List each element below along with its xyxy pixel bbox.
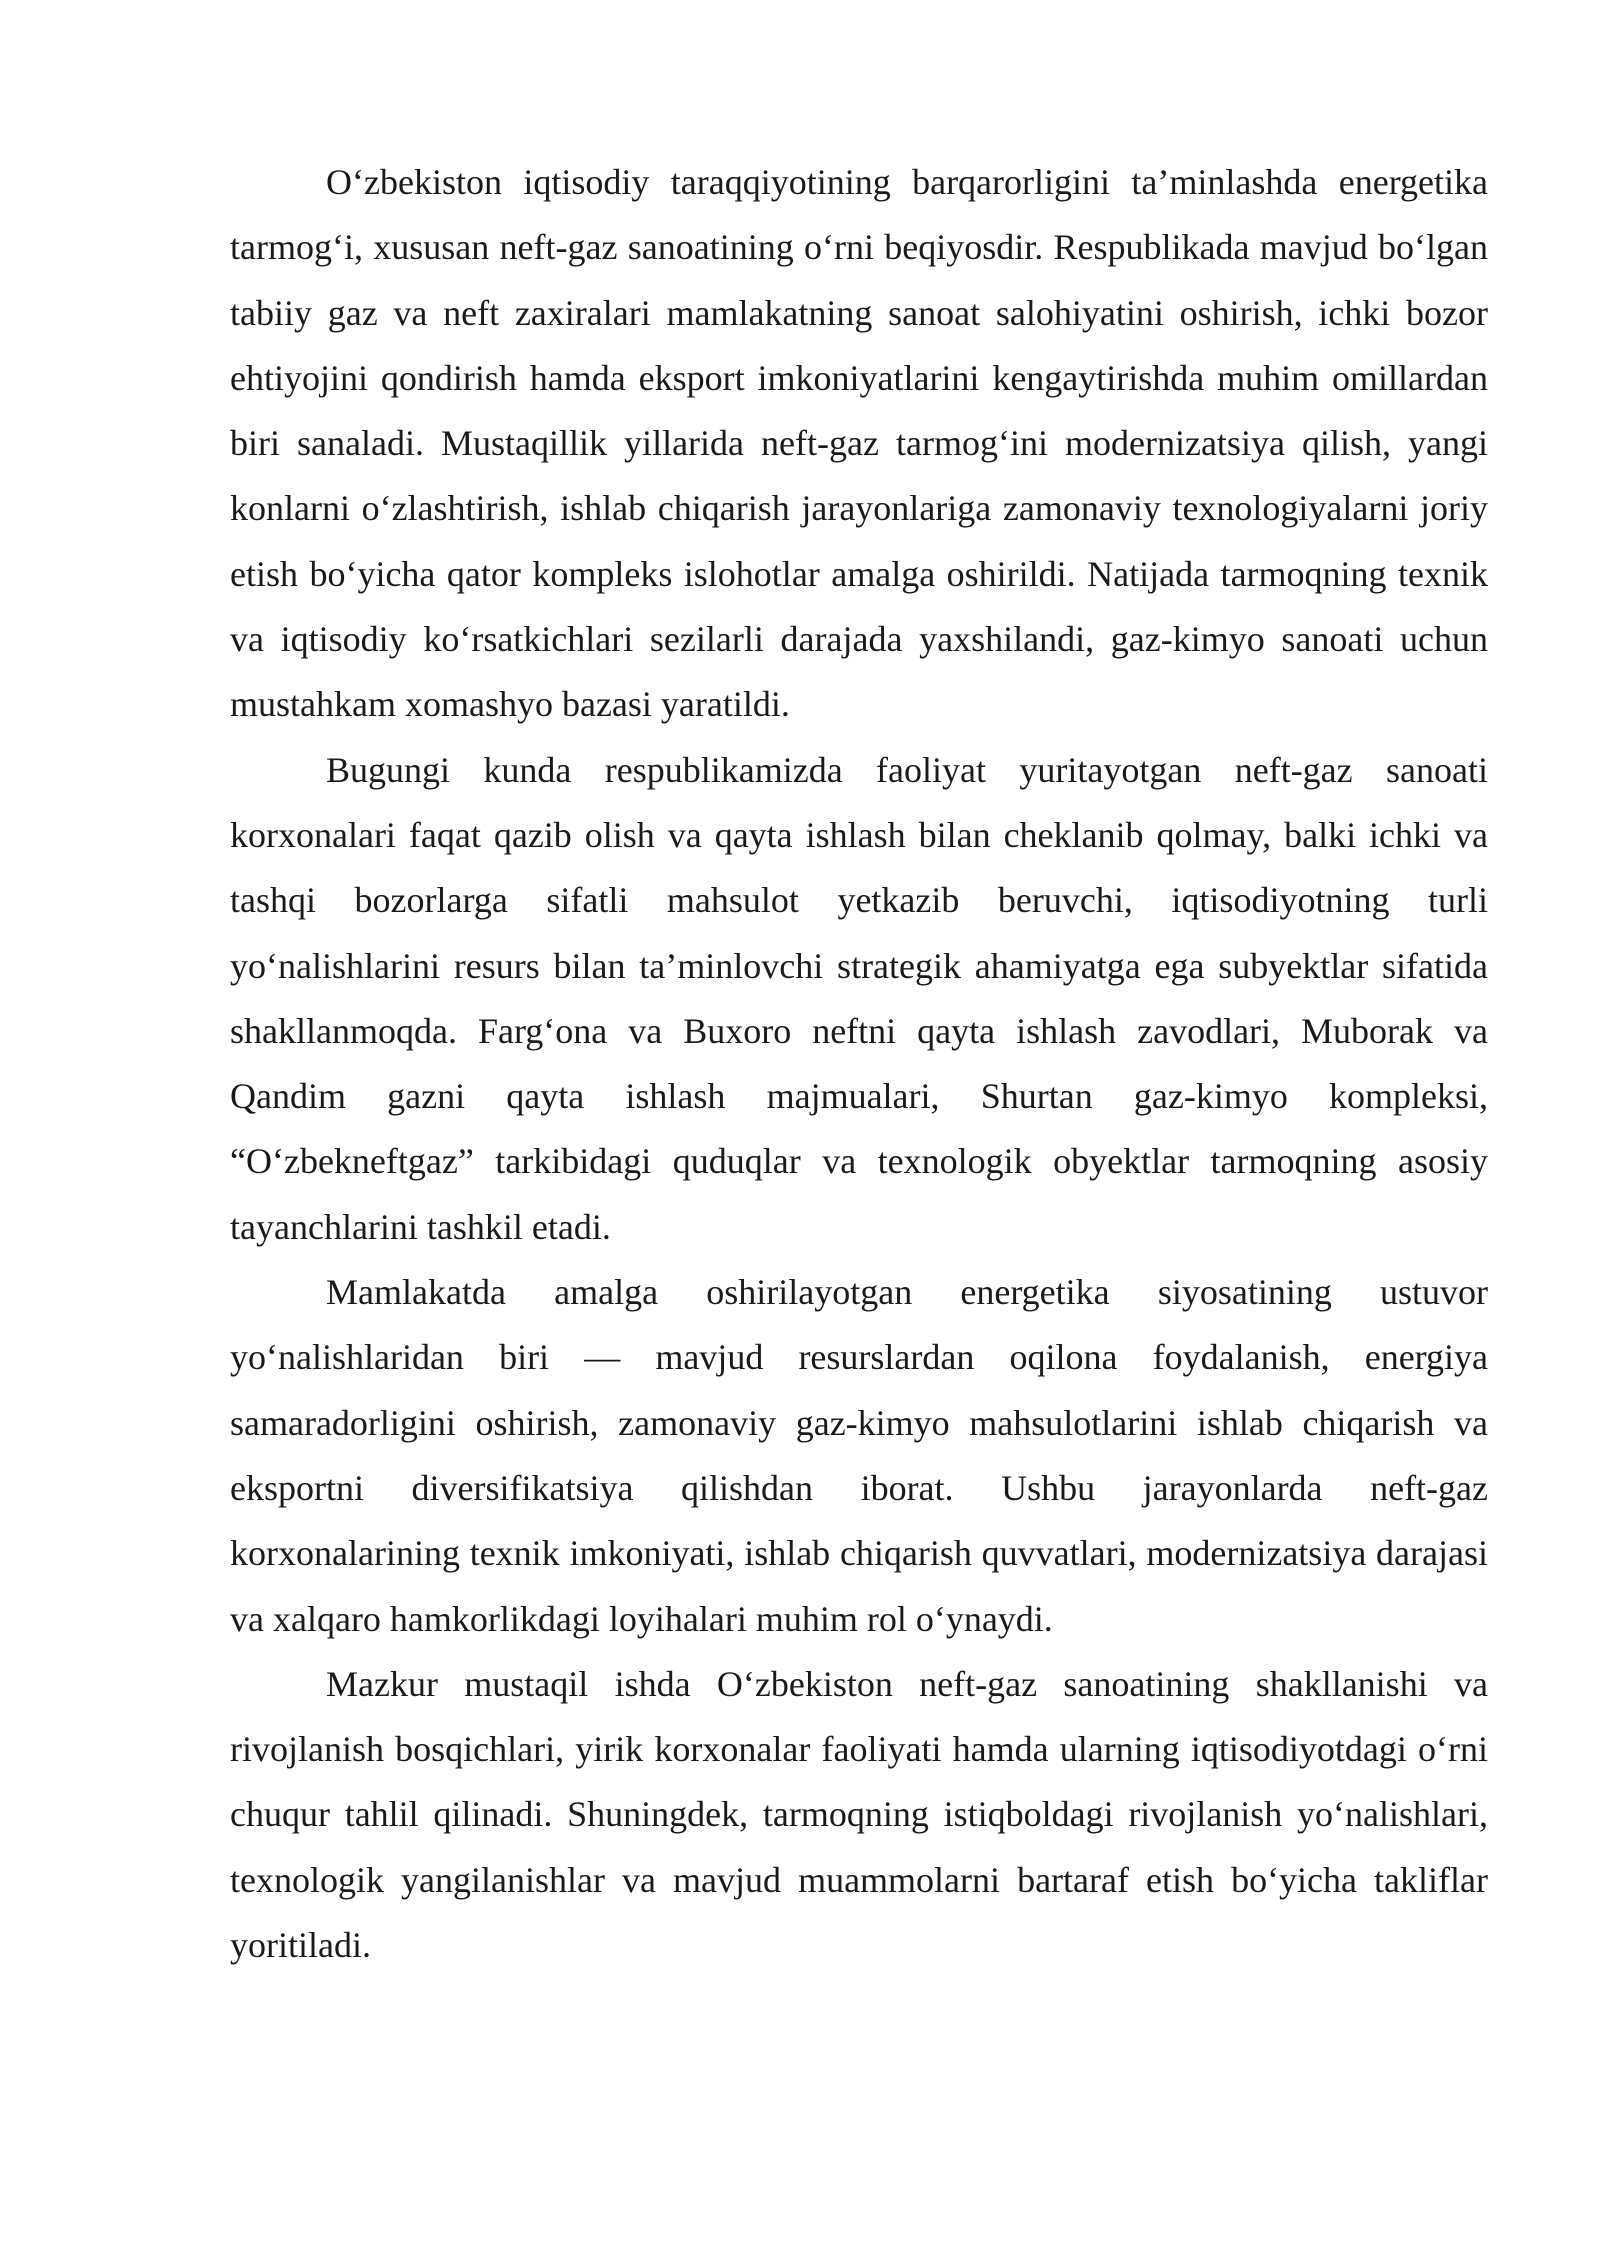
paragraph-4: Mazkur mustaqil ishda O‘zbekiston neft-gaz sanoatining shakllanishi va rivojlanish bosqichlari, yirik korxonalar faoliyati hamda ularning iqtisodiyotdagi o‘rni chuqur tahlil qilinadi. Shuningdek, tarmoqning istiqboldagi rivojlanish yo‘nalishlari, texnologik yangilanishlar va mavjud muammolarni bartaraf etish bo‘yicha takliflar yoritiladi. [230, 1663, 1488, 1966]
document-body [230, 150, 1488, 1978]
paragraph-2: Bugungi kunda respublikamizda faoliyat yuritayotgan neft-gaz sanoati korxonalari faqat qazib olish va qayta ishlash bilan cheklanib qolmay, balki ichki va tashqi bozorlarga sifatli mahsulot yetkazib beruvchi, iqtisodiyotning turli yo‘nalishlarini resurs bilan ta’minlovchi strategik ahamiyatga ega subyektlar sifatida shakllanmoqda. Farg‘ona va Buxoro neftni qayta ishlash zavodlari, Muborak va Qandim gazni qayta ishlash majmualari, Shurtan gaz-kimyo kompleksi, “O‘zbekneftgaz” tarkibidagi quduqlar va texnologik obyektlar tarmoqning asosiy tayanchlarini tashkil etadi. [230, 749, 1488, 1247]
paragraph-3: Mamlakatda amalga oshirilayotgan energetika siyosatining ustuvor yo‘nalishlaridan biri — mavjud resurslardan oqilona foydalanish, energiya samaradorligini oshirish, zamonaviy gaz-kimyo mahsulotlarini ishlab chiqarish va eksportni diversifikatsiya qilishdan iborat. Ushbu jarayonlarda neft-gaz korxonalarining texnik imkoniyati, ishlab chiqarish quvvatlari, modernizatsiya darajasi va xalqaro hamkorlikdagi loyihalari muhim rol o‘ynaydi. [230, 1272, 1488, 1639]
paragraph-1: O‘zbekiston iqtisodiy taraqqiyotining barqarorligini ta’minlashda energetika tarmog‘i, xususan neft-gaz sanoatining o‘rni beqiyosdir. Respublikada mavjud bo‘lgan tabiiy gaz va neft zaxiralari mamlakatning sanoat salohiyatini oshirish, ichki bozor ehtiyojini qondirish hamda eksport imkoniyatlarini kengaytirishda muhim omillardan biri sanaladi. Mustaqillik yillarida neft-gaz tarmog‘ini modernizatsiya qilish, yangi konlarni o‘zlashtirish, ishlab chiqarish jarayonlariga zamonaviy texnologiyalarni joriy etish bo‘yicha qator kompleks islohotlar amalga oshirildi. Natijada tarmoqning texnik va iqtisodiy ko‘rsatkichlari sezilarli darajada yaxshilandi, gaz-kimyo sanoati uchun mustahkam xomashyo bazasi yaratildi. [230, 162, 1488, 725]
